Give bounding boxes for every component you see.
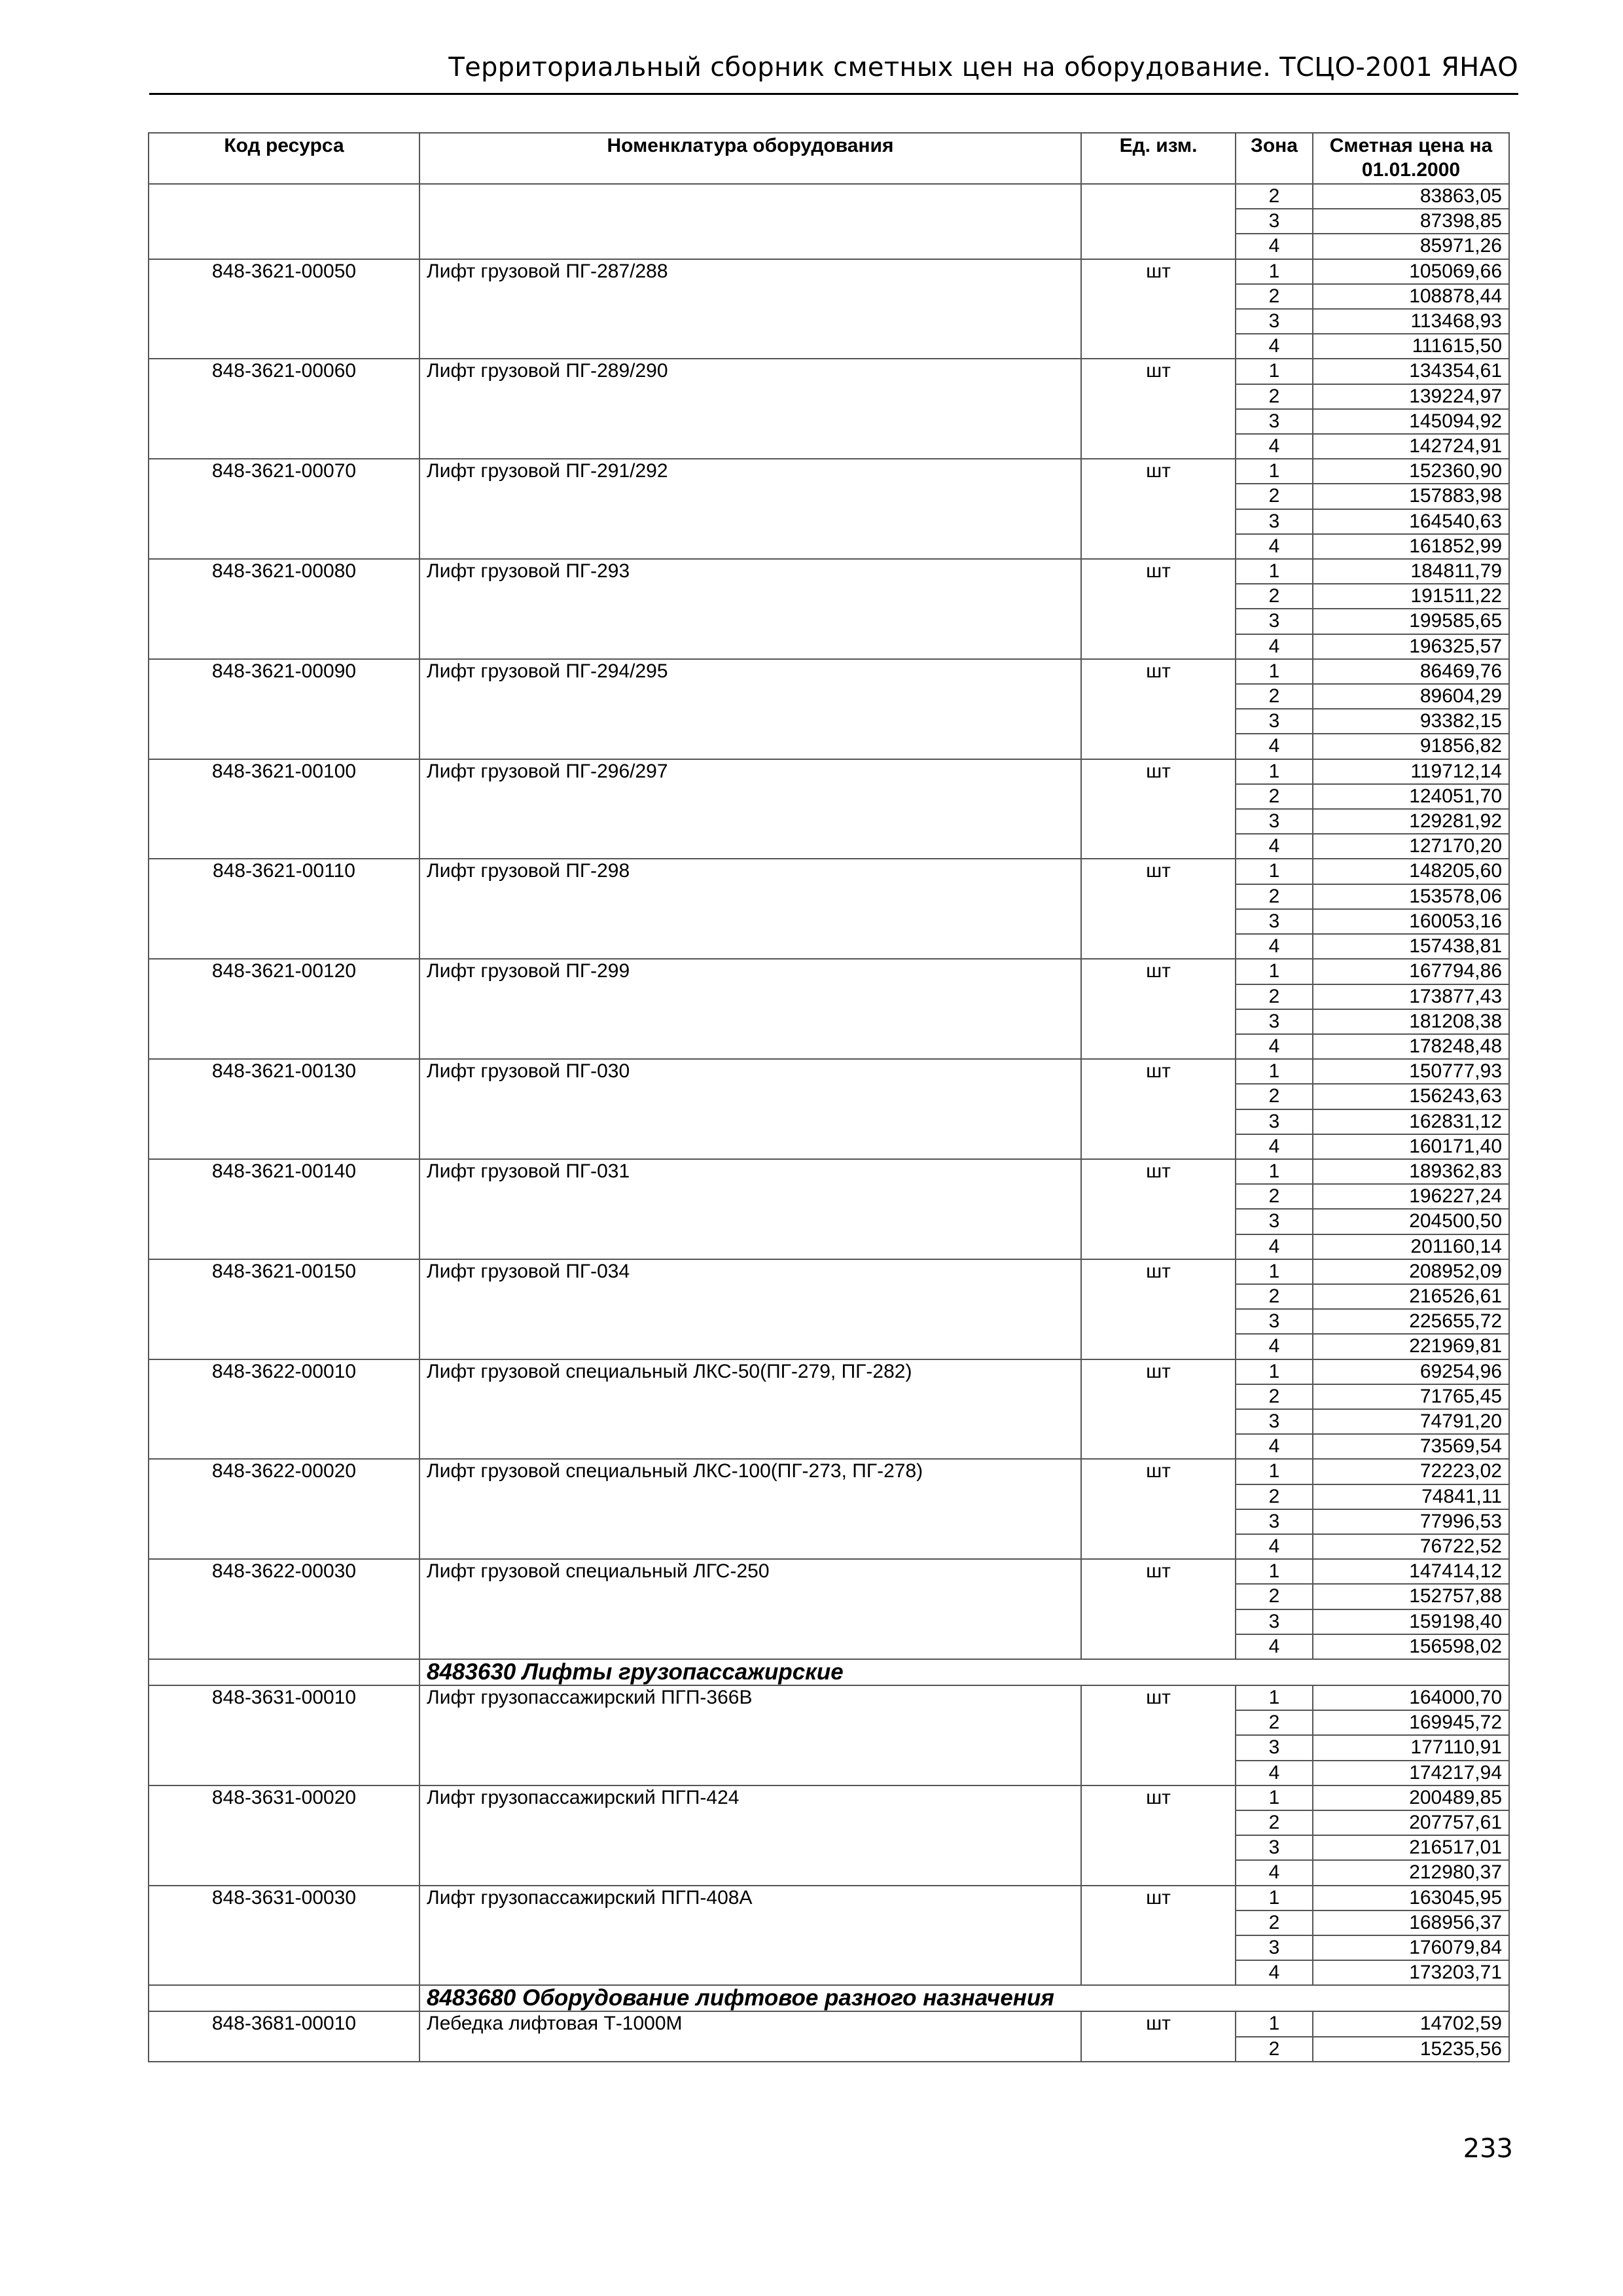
table-row xyxy=(149,459,1509,484)
cell-price: 86469,76 xyxy=(1313,659,1509,684)
section-row xyxy=(149,1659,1509,1685)
cell-price: 111615,50 xyxy=(1313,334,1509,359)
cell-price: 147414,12 xyxy=(1313,1559,1509,1584)
cell-unit: шт xyxy=(1081,1685,1236,1785)
table-row xyxy=(149,359,1509,384)
cell-price: 201160,14 xyxy=(1313,1234,1509,1259)
cell-zone: 4 xyxy=(1236,1234,1313,1259)
table-row xyxy=(149,1259,1509,1284)
cell-price: 184811,79 xyxy=(1313,559,1509,584)
cell-price: 174217,94 xyxy=(1313,1761,1509,1785)
cell-unit: шт xyxy=(1081,1559,1236,1659)
cell-zone: 1 xyxy=(1236,1459,1313,1484)
table-row xyxy=(149,1459,1509,1484)
cell-price: 221969,81 xyxy=(1313,1334,1509,1359)
table-row xyxy=(149,184,1509,209)
price-table xyxy=(148,132,1510,2062)
cell-zone: 2 xyxy=(1236,984,1313,1009)
cell-unit: шт xyxy=(1081,359,1236,459)
table-row xyxy=(149,259,1509,284)
cell-name: Лифт грузовой ПГ-287/288 xyxy=(419,259,1081,359)
cell-price: 72223,02 xyxy=(1313,1459,1509,1484)
cell-zone: 2 xyxy=(1236,584,1313,609)
cell-price: 69254,96 xyxy=(1313,1359,1509,1384)
cell-zone: 4 xyxy=(1236,234,1313,259)
table-row xyxy=(149,759,1509,784)
cell-price: 124051,70 xyxy=(1313,784,1509,809)
cell-zone: 2 xyxy=(1236,884,1313,909)
cell-name: Лифт грузовой ПГ-293 xyxy=(419,559,1081,659)
cell-price: 89604,29 xyxy=(1313,684,1509,709)
cell-code: 848-3621-00060 xyxy=(149,359,419,459)
cell-price: 156243,63 xyxy=(1313,1084,1509,1109)
cell-zone: 4 xyxy=(1236,534,1313,559)
cell-price: 162831,12 xyxy=(1313,1109,1509,1134)
cell-unit: шт xyxy=(1081,259,1236,359)
header-zone: Зона xyxy=(1236,133,1313,184)
cell-zone: 1 xyxy=(1236,1785,1313,1810)
cell-unit: шт xyxy=(1081,1059,1236,1159)
cell-zone: 1 xyxy=(1236,959,1313,984)
cell-price: 129281,92 xyxy=(1313,809,1509,834)
cell-price: 152757,88 xyxy=(1313,1584,1509,1609)
cell-unit: шт xyxy=(1081,1359,1236,1460)
cell-price: 71765,45 xyxy=(1313,1384,1509,1409)
cell-price: 164000,70 xyxy=(1313,1685,1509,1710)
table-row xyxy=(149,2011,1509,2036)
cell-price: 216526,61 xyxy=(1313,1284,1509,1309)
cell-code: 848-3631-00020 xyxy=(149,1785,419,1886)
table-header-row xyxy=(149,133,1509,184)
section-title: 8483680 Оборудование лифтовое разного назначения xyxy=(419,1985,1509,2011)
cell-price: 216517,01 xyxy=(1313,1835,1509,1860)
cell-price: 225655,72 xyxy=(1313,1309,1509,1334)
document-title: Территориальный сборник сметных цен на оборудование. ТСЦО-2001 ЯНАО xyxy=(448,52,1518,82)
cell-unit: шт xyxy=(1081,1459,1236,1559)
cell-zone: 4 xyxy=(1236,734,1313,759)
cell-zone: 3 xyxy=(1236,1609,1313,1634)
cell-price: 76722,52 xyxy=(1313,1534,1509,1559)
cell-code: 848-3631-00030 xyxy=(149,1886,419,1986)
table-row xyxy=(149,1685,1509,1710)
cell-unit: шт xyxy=(1081,2011,1236,2061)
cell-price: 83863,05 xyxy=(1313,184,1509,209)
cell-name: Лифт грузовой специальный ЛГС-250 xyxy=(419,1559,1081,1659)
cell-price: 176079,84 xyxy=(1313,1935,1509,1960)
header-price: Сметная цена на 01.01.2000 xyxy=(1313,133,1509,184)
cell-zone: 1 xyxy=(1236,1886,1313,1910)
header-name: Номенклатура оборудования xyxy=(419,133,1081,184)
cell-name xyxy=(419,184,1081,259)
cell-zone: 3 xyxy=(1236,609,1313,634)
cell-zone: 2 xyxy=(1236,484,1313,509)
cell-zone: 2 xyxy=(1236,1584,1313,1609)
cell-name: Лифт грузовой ПГ-294/295 xyxy=(419,659,1081,759)
cell-zone: 3 xyxy=(1236,1509,1313,1534)
page-number: 233 xyxy=(1463,2134,1513,2164)
cell-zone: 3 xyxy=(1236,209,1313,234)
cell-price: 178248,48 xyxy=(1313,1034,1509,1059)
table-row xyxy=(149,1359,1509,1384)
cell-price: 204500,50 xyxy=(1313,1209,1509,1234)
cell-price: 173877,43 xyxy=(1313,984,1509,1009)
cell-zone: 1 xyxy=(1236,1059,1313,1084)
cell-price: 163045,95 xyxy=(1313,1886,1509,1910)
cell-code: 848-3621-00140 xyxy=(149,1159,419,1259)
cell-price: 15235,56 xyxy=(1313,2037,1509,2062)
cell-price: 191511,22 xyxy=(1313,584,1509,609)
cell-zone: 2 xyxy=(1236,684,1313,709)
header-code: Код ресурса xyxy=(149,133,419,184)
cell-code: 848-3621-00100 xyxy=(149,759,419,859)
cell-name: Лифт грузовой ПГ-289/290 xyxy=(419,359,1081,459)
cell-zone: 3 xyxy=(1236,1409,1313,1434)
cell-zone: 1 xyxy=(1236,659,1313,684)
cell-zone: 3 xyxy=(1236,709,1313,734)
cell-price: 164540,63 xyxy=(1313,509,1509,534)
cell-zone: 1 xyxy=(1236,2011,1313,2036)
section-code-cell xyxy=(149,1659,419,1685)
cell-zone: 4 xyxy=(1236,1134,1313,1159)
cell-code: 848-3621-00120 xyxy=(149,959,419,1059)
cell-zone: 2 xyxy=(1236,1384,1313,1409)
cell-price: 77996,53 xyxy=(1313,1509,1509,1534)
cell-zone: 4 xyxy=(1236,334,1313,359)
cell-unit: шт xyxy=(1081,559,1236,659)
cell-zone: 3 xyxy=(1236,1309,1313,1334)
cell-price: 199585,65 xyxy=(1313,609,1509,634)
cell-zone: 1 xyxy=(1236,1159,1313,1184)
cell-zone: 3 xyxy=(1236,1935,1313,1960)
cell-price: 156598,02 xyxy=(1313,1634,1509,1659)
cell-code: 848-3622-00020 xyxy=(149,1459,419,1559)
cell-zone: 3 xyxy=(1236,1835,1313,1860)
cell-code: 848-3622-00010 xyxy=(149,1359,419,1460)
cell-price: 157438,81 xyxy=(1313,934,1509,959)
cell-zone: 2 xyxy=(1236,284,1313,309)
cell-name: Лифт грузовой специальный ЛКС-50(ПГ-279, ПГ-282) xyxy=(419,1359,1081,1460)
table-row xyxy=(149,859,1509,884)
cell-zone: 2 xyxy=(1236,1710,1313,1735)
cell-zone: 4 xyxy=(1236,1334,1313,1359)
cell-price: 152360,90 xyxy=(1313,459,1509,484)
cell-zone: 4 xyxy=(1236,1634,1313,1659)
cell-unit: шт xyxy=(1081,1159,1236,1259)
cell-unit xyxy=(1081,184,1236,259)
cell-name: Лифт грузопассажирский ПГП-408А xyxy=(419,1886,1081,1986)
cell-unit: шт xyxy=(1081,1785,1236,1886)
cell-zone: 1 xyxy=(1236,859,1313,884)
cell-code: 848-3621-00130 xyxy=(149,1059,419,1159)
cell-name: Лифт грузовой ПГ-031 xyxy=(419,1159,1081,1259)
cell-zone: 4 xyxy=(1236,934,1313,959)
cell-code: 848-3631-00010 xyxy=(149,1685,419,1785)
cell-price: 150777,93 xyxy=(1313,1059,1509,1084)
cell-unit: шт xyxy=(1081,459,1236,559)
cell-price: 148205,60 xyxy=(1313,859,1509,884)
cell-unit: шт xyxy=(1081,959,1236,1059)
cell-price: 142724,91 xyxy=(1313,434,1509,459)
cell-price: 127170,20 xyxy=(1313,834,1509,859)
cell-zone: 4 xyxy=(1236,1434,1313,1459)
cell-name: Лифт грузовой ПГ-298 xyxy=(419,859,1081,959)
cell-price: 181208,38 xyxy=(1313,1009,1509,1034)
cell-price: 167794,86 xyxy=(1313,959,1509,984)
cell-zone: 1 xyxy=(1236,1359,1313,1384)
cell-zone: 3 xyxy=(1236,1209,1313,1234)
cell-price: 160053,16 xyxy=(1313,909,1509,934)
cell-zone: 4 xyxy=(1236,1761,1313,1785)
cell-price: 212980,37 xyxy=(1313,1860,1509,1885)
cell-zone: 1 xyxy=(1236,1685,1313,1710)
cell-name: Лифт грузовой ПГ-034 xyxy=(419,1259,1081,1359)
cell-price: 177110,91 xyxy=(1313,1735,1509,1760)
cell-price: 196227,24 xyxy=(1313,1184,1509,1209)
cell-price: 93382,15 xyxy=(1313,709,1509,734)
cell-price: 145094,92 xyxy=(1313,409,1509,434)
cell-zone: 4 xyxy=(1236,1034,1313,1059)
cell-zone: 2 xyxy=(1236,1484,1313,1509)
section-code-cell xyxy=(149,1985,419,2011)
table-row xyxy=(149,1785,1509,1810)
cell-zone: 3 xyxy=(1236,309,1313,334)
cell-zone: 1 xyxy=(1236,559,1313,584)
cell-price: 200489,85 xyxy=(1313,1785,1509,1810)
section-row xyxy=(149,1985,1509,2011)
cell-zone: 3 xyxy=(1236,1735,1313,1760)
cell-price: 85971,26 xyxy=(1313,234,1509,259)
cell-zone: 4 xyxy=(1236,434,1313,459)
cell-price: 139224,97 xyxy=(1313,384,1509,409)
table-row xyxy=(149,1059,1509,1084)
cell-zone: 1 xyxy=(1236,1559,1313,1584)
cell-price: 168956,37 xyxy=(1313,1910,1509,1935)
cell-zone: 3 xyxy=(1236,409,1313,434)
section-title: 8483630 Лифты грузопассажирские xyxy=(419,1659,1509,1685)
cell-code: 848-3621-00150 xyxy=(149,1259,419,1359)
cell-price: 207757,61 xyxy=(1313,1810,1509,1835)
cell-name: Лифт грузопассажирский ПГП-424 xyxy=(419,1785,1081,1886)
table-row xyxy=(149,1559,1509,1584)
cell-price: 189362,83 xyxy=(1313,1159,1509,1184)
cell-price: 91856,82 xyxy=(1313,734,1509,759)
cell-name: Лифт грузопассажирский ПГП-366В xyxy=(419,1685,1081,1785)
cell-price: 73569,54 xyxy=(1313,1434,1509,1459)
cell-name: Лифт грузовой ПГ-299 xyxy=(419,959,1081,1059)
cell-zone: 2 xyxy=(1236,1084,1313,1109)
cell-name: Лифт грузовой ПГ-296/297 xyxy=(419,759,1081,859)
cell-zone: 2 xyxy=(1236,1184,1313,1209)
cell-zone: 1 xyxy=(1236,1259,1313,1284)
cell-zone: 1 xyxy=(1236,759,1313,784)
cell-name: Лифт грузовой ПГ-030 xyxy=(419,1059,1081,1159)
header-unit: Ед. изм. xyxy=(1081,133,1236,184)
cell-price: 196325,57 xyxy=(1313,634,1509,659)
cell-zone: 1 xyxy=(1236,359,1313,384)
cell-name: Лифт грузовой специальный ЛКС-100(ПГ-273, ПГ-278) xyxy=(419,1459,1081,1559)
cell-zone: 4 xyxy=(1236,1534,1313,1559)
cell-price: 105069,66 xyxy=(1313,259,1509,284)
cell-code: 848-3621-00110 xyxy=(149,859,419,959)
cell-zone: 4 xyxy=(1236,1860,1313,1885)
cell-code: 848-3621-00080 xyxy=(149,559,419,659)
cell-zone: 1 xyxy=(1236,259,1313,284)
cell-code: 848-3621-00070 xyxy=(149,459,419,559)
table-row xyxy=(149,1886,1509,1910)
cell-code: 848-3622-00030 xyxy=(149,1559,419,1659)
cell-zone: 4 xyxy=(1236,634,1313,659)
cell-price: 173203,71 xyxy=(1313,1960,1509,1985)
cell-zone: 3 xyxy=(1236,1009,1313,1034)
cell-unit: шт xyxy=(1081,859,1236,959)
cell-zone: 2 xyxy=(1236,1910,1313,1935)
table-row xyxy=(149,559,1509,584)
cell-code xyxy=(149,184,419,259)
cell-zone: 2 xyxy=(1236,2037,1313,2062)
cell-unit: шт xyxy=(1081,1259,1236,1359)
cell-price: 108878,44 xyxy=(1313,284,1509,309)
cell-name: Лифт грузовой ПГ-291/292 xyxy=(419,459,1081,559)
cell-unit: шт xyxy=(1081,759,1236,859)
table-row xyxy=(149,1159,1509,1184)
cell-price: 159198,40 xyxy=(1313,1609,1509,1634)
cell-price: 169945,72 xyxy=(1313,1710,1509,1735)
cell-price: 14702,59 xyxy=(1313,2011,1509,2036)
cell-zone: 2 xyxy=(1236,384,1313,409)
cell-unit: шт xyxy=(1081,1886,1236,1986)
cell-code: 848-3621-00050 xyxy=(149,259,419,359)
cell-price: 208952,09 xyxy=(1313,1259,1509,1284)
cell-zone: 2 xyxy=(1236,1284,1313,1309)
cell-price: 74791,20 xyxy=(1313,1409,1509,1434)
cell-zone: 4 xyxy=(1236,1960,1313,1985)
cell-price: 134354,61 xyxy=(1313,359,1509,384)
cell-price: 113468,93 xyxy=(1313,309,1509,334)
cell-zone: 3 xyxy=(1236,909,1313,934)
cell-zone: 4 xyxy=(1236,834,1313,859)
cell-zone: 3 xyxy=(1236,509,1313,534)
cell-price: 87398,85 xyxy=(1313,209,1509,234)
cell-code: 848-3681-00010 xyxy=(149,2011,419,2061)
cell-zone: 2 xyxy=(1236,784,1313,809)
cell-price: 157883,98 xyxy=(1313,484,1509,509)
cell-price: 161852,99 xyxy=(1313,534,1509,559)
cell-price: 74841,11 xyxy=(1313,1484,1509,1509)
table-body xyxy=(149,184,1509,2062)
cell-zone: 2 xyxy=(1236,184,1313,209)
table-row xyxy=(149,659,1509,684)
cell-zone: 1 xyxy=(1236,459,1313,484)
cell-price: 119712,14 xyxy=(1313,759,1509,784)
cell-zone: 3 xyxy=(1236,1109,1313,1134)
cell-zone: 3 xyxy=(1236,809,1313,834)
cell-code: 848-3621-00090 xyxy=(149,659,419,759)
cell-zone: 2 xyxy=(1236,1810,1313,1835)
cell-name: Лебедка лифтовая Т-1000М xyxy=(419,2011,1081,2061)
table-row xyxy=(149,959,1509,984)
cell-price: 153578,06 xyxy=(1313,884,1509,909)
page-header xyxy=(149,50,1518,95)
cell-price: 160171,40 xyxy=(1313,1134,1509,1159)
cell-unit: шт xyxy=(1081,659,1236,759)
